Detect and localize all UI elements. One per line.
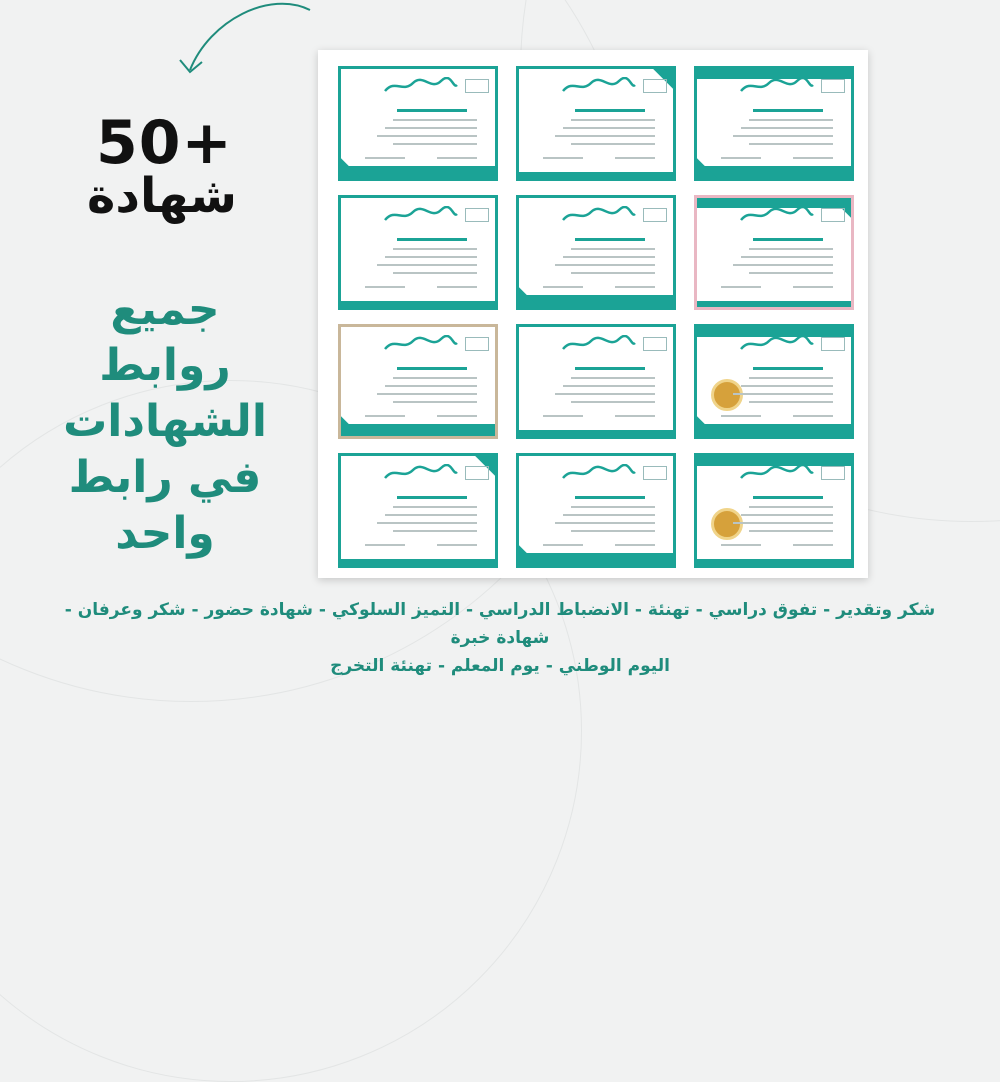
certificate-text-line [749,119,833,121]
certificate-text-line [377,522,477,524]
certificate-text-line [571,401,655,403]
certificate-text-line [571,143,655,145]
vision-2030-logo [821,79,845,93]
calligraphy-title-icon [381,335,459,353]
certificate-signature-line [721,415,761,417]
curved-arrow-icon [150,0,320,110]
vision-2030-logo [465,466,489,480]
certificate-text-line [571,248,655,250]
certificate-text-line [377,264,477,266]
certificate-recipient-line [575,238,645,241]
certificate-text-line [749,377,833,379]
certificate-recipient-line [397,109,467,112]
calligraphy-title-icon [559,206,637,224]
certificate-signature-line [365,157,405,159]
calligraphy-title-icon [381,206,459,224]
certificate-signature-line [543,157,583,159]
certificate-text-line [571,506,655,508]
certificate-recipient-line [753,238,823,241]
certificate-recipient-line [753,496,823,499]
certificate-signature-line [793,286,833,288]
certificate-text-line [555,393,655,395]
certificate-thumbnail[interactable] [516,66,676,181]
certificate-text-line [749,143,833,145]
certificate-bottom-band [519,172,673,178]
vision-2030-logo [821,337,845,351]
certificate-thumbnail[interactable] [516,195,676,310]
certificate-thumbnail[interactable] [516,324,676,439]
certificate-text-line [749,272,833,274]
certificate-signature-line [365,415,405,417]
certificate-text-line [555,135,655,137]
certificate-text-line [385,514,477,516]
certificate-medal-icon [711,508,743,540]
certificate-recipient-line [397,238,467,241]
certificate-signature-line [721,157,761,159]
calligraphy-title-icon [381,77,459,95]
certificate-thumbnail[interactable] [694,324,854,439]
certificate-text-line [377,393,477,395]
certificate-recipient-line [575,496,645,499]
headline-line: روابط [99,340,231,391]
certificate-thumbnail[interactable] [516,453,676,568]
calligraphy-title-icon [737,464,815,482]
certificate-text-line [385,385,477,387]
certificate-text-line [393,530,477,532]
certificate-text-line [393,377,477,379]
certificate-thumbnail[interactable] [338,66,498,181]
certificate-signature-line [721,544,761,546]
certificate-count: 50+ [96,108,233,178]
certificate-text-line [741,127,833,129]
calligraphy-title-icon [737,77,815,95]
certificate-text-line [571,377,655,379]
calligraphy-title-icon [559,464,637,482]
certificate-thumbnail[interactable] [694,195,854,310]
certificate-signature-line [543,544,583,546]
certificate-text-line [749,530,833,532]
vision-2030-logo [821,466,845,480]
certificate-types [40,596,960,680]
certificate-recipient-line [397,496,467,499]
certificate-bottom-band [697,301,851,307]
certificate-signature-line [437,286,477,288]
certificate-text-line [393,119,477,121]
certificate-text-line [741,385,833,387]
certificate-text-line [733,264,833,266]
certificate-bottom-band [519,295,673,307]
certificate-gallery [318,50,868,578]
certificate-signature-line [793,157,833,159]
vision-2030-logo [465,337,489,351]
certificate-signature-line [793,415,833,417]
certificate-thumbnail[interactable] [338,453,498,568]
certificate-text-line [555,264,655,266]
certificate-types-line: شكر وتقدير - تفوق دراسي - تهنئة - الانضباط الدراسي - التميز السلوكي - شهادة حضور - شكر وعرفان - شهادة خبرة [64,600,936,648]
certificate-signature-line [543,415,583,417]
certificate-text-line [393,272,477,274]
certificate-medal-icon [711,379,743,411]
certificate-text-line [571,272,655,274]
certificate-thumbnail[interactable] [694,66,854,181]
certificate-bottom-band [341,559,495,565]
certificate-recipient-line [753,367,823,370]
headline-line: واحد [115,508,215,559]
certificate-text-line [393,401,477,403]
certificate-signature-line [615,286,655,288]
certificate-grid [338,66,854,568]
certificate-signature-line [543,286,583,288]
certificate-bottom-band [341,301,495,307]
vision-2030-logo [465,208,489,222]
vision-2030-logo [643,337,667,351]
vision-2030-logo [643,208,667,222]
certificate-recipient-line [575,367,645,370]
certificate-types-line: اليوم الوطني - يوم المعلم - تهنئة التخرج [330,656,670,676]
certificate-text-line [733,393,833,395]
certificate-recipient-line [397,367,467,370]
certificate-text-line [571,119,655,121]
certificate-text-line [385,127,477,129]
certificate-signature-line [437,415,477,417]
calligraphy-title-icon [559,77,637,95]
certificate-recipient-line [575,109,645,112]
calligraphy-title-icon [559,335,637,353]
certificate-signature-line [365,286,405,288]
certificate-thumbnail[interactable] [338,324,498,439]
certificate-signature-line [365,544,405,546]
certificate-signature-line [437,544,477,546]
promo-section [0,0,300,600]
certificate-recipient-line [753,109,823,112]
certificate-text-line [749,401,833,403]
certificate-text-line [733,522,833,524]
certificate-text-line [563,385,655,387]
certificate-text-line [741,514,833,516]
certificate-bottom-band [697,424,851,436]
certificate-signature-line [437,157,477,159]
certificate-text-line [393,143,477,145]
calligraphy-title-icon [737,206,815,224]
certificate-text-line [385,256,477,258]
certificate-signature-line [793,544,833,546]
headline-line: جميع [110,284,220,335]
certificate-bottom-band [697,166,851,178]
certificate-bottom-band [519,430,673,436]
certificate-text-line [749,506,833,508]
certificate-bottom-band [341,424,495,436]
certificate-thumbnail[interactable] [338,195,498,310]
certificate-signature-line [615,544,655,546]
certificate-text-line [377,135,477,137]
certificate-text-line [741,256,833,258]
certificate-text-line [393,248,477,250]
certificate-thumbnail[interactable] [694,453,854,568]
certificate-text-line [563,127,655,129]
certificate-bottom-band [697,559,851,565]
certificate-text-line [555,522,655,524]
vision-2030-logo [643,79,667,93]
certificate-count-word: شهادة [87,168,237,224]
certificate-signature-line [615,157,655,159]
certificate-signature-line [721,286,761,288]
vision-2030-logo [643,466,667,480]
certificate-text-line [563,514,655,516]
certificate-text-line [749,248,833,250]
vision-2030-logo [465,79,489,93]
headline [40,282,290,562]
calligraphy-title-icon [737,335,815,353]
certificate-bottom-band [341,166,495,178]
vision-2030-logo [821,208,845,222]
certificate-bottom-band [519,553,673,565]
headline-line: في رابط [68,452,262,503]
headline-line: الشهادات [63,396,267,447]
certificate-text-line [563,256,655,258]
certificate-text-line [733,135,833,137]
certificate-signature-line [615,415,655,417]
certificate-text-line [571,530,655,532]
certificate-text-line [393,506,477,508]
calligraphy-title-icon [381,464,459,482]
